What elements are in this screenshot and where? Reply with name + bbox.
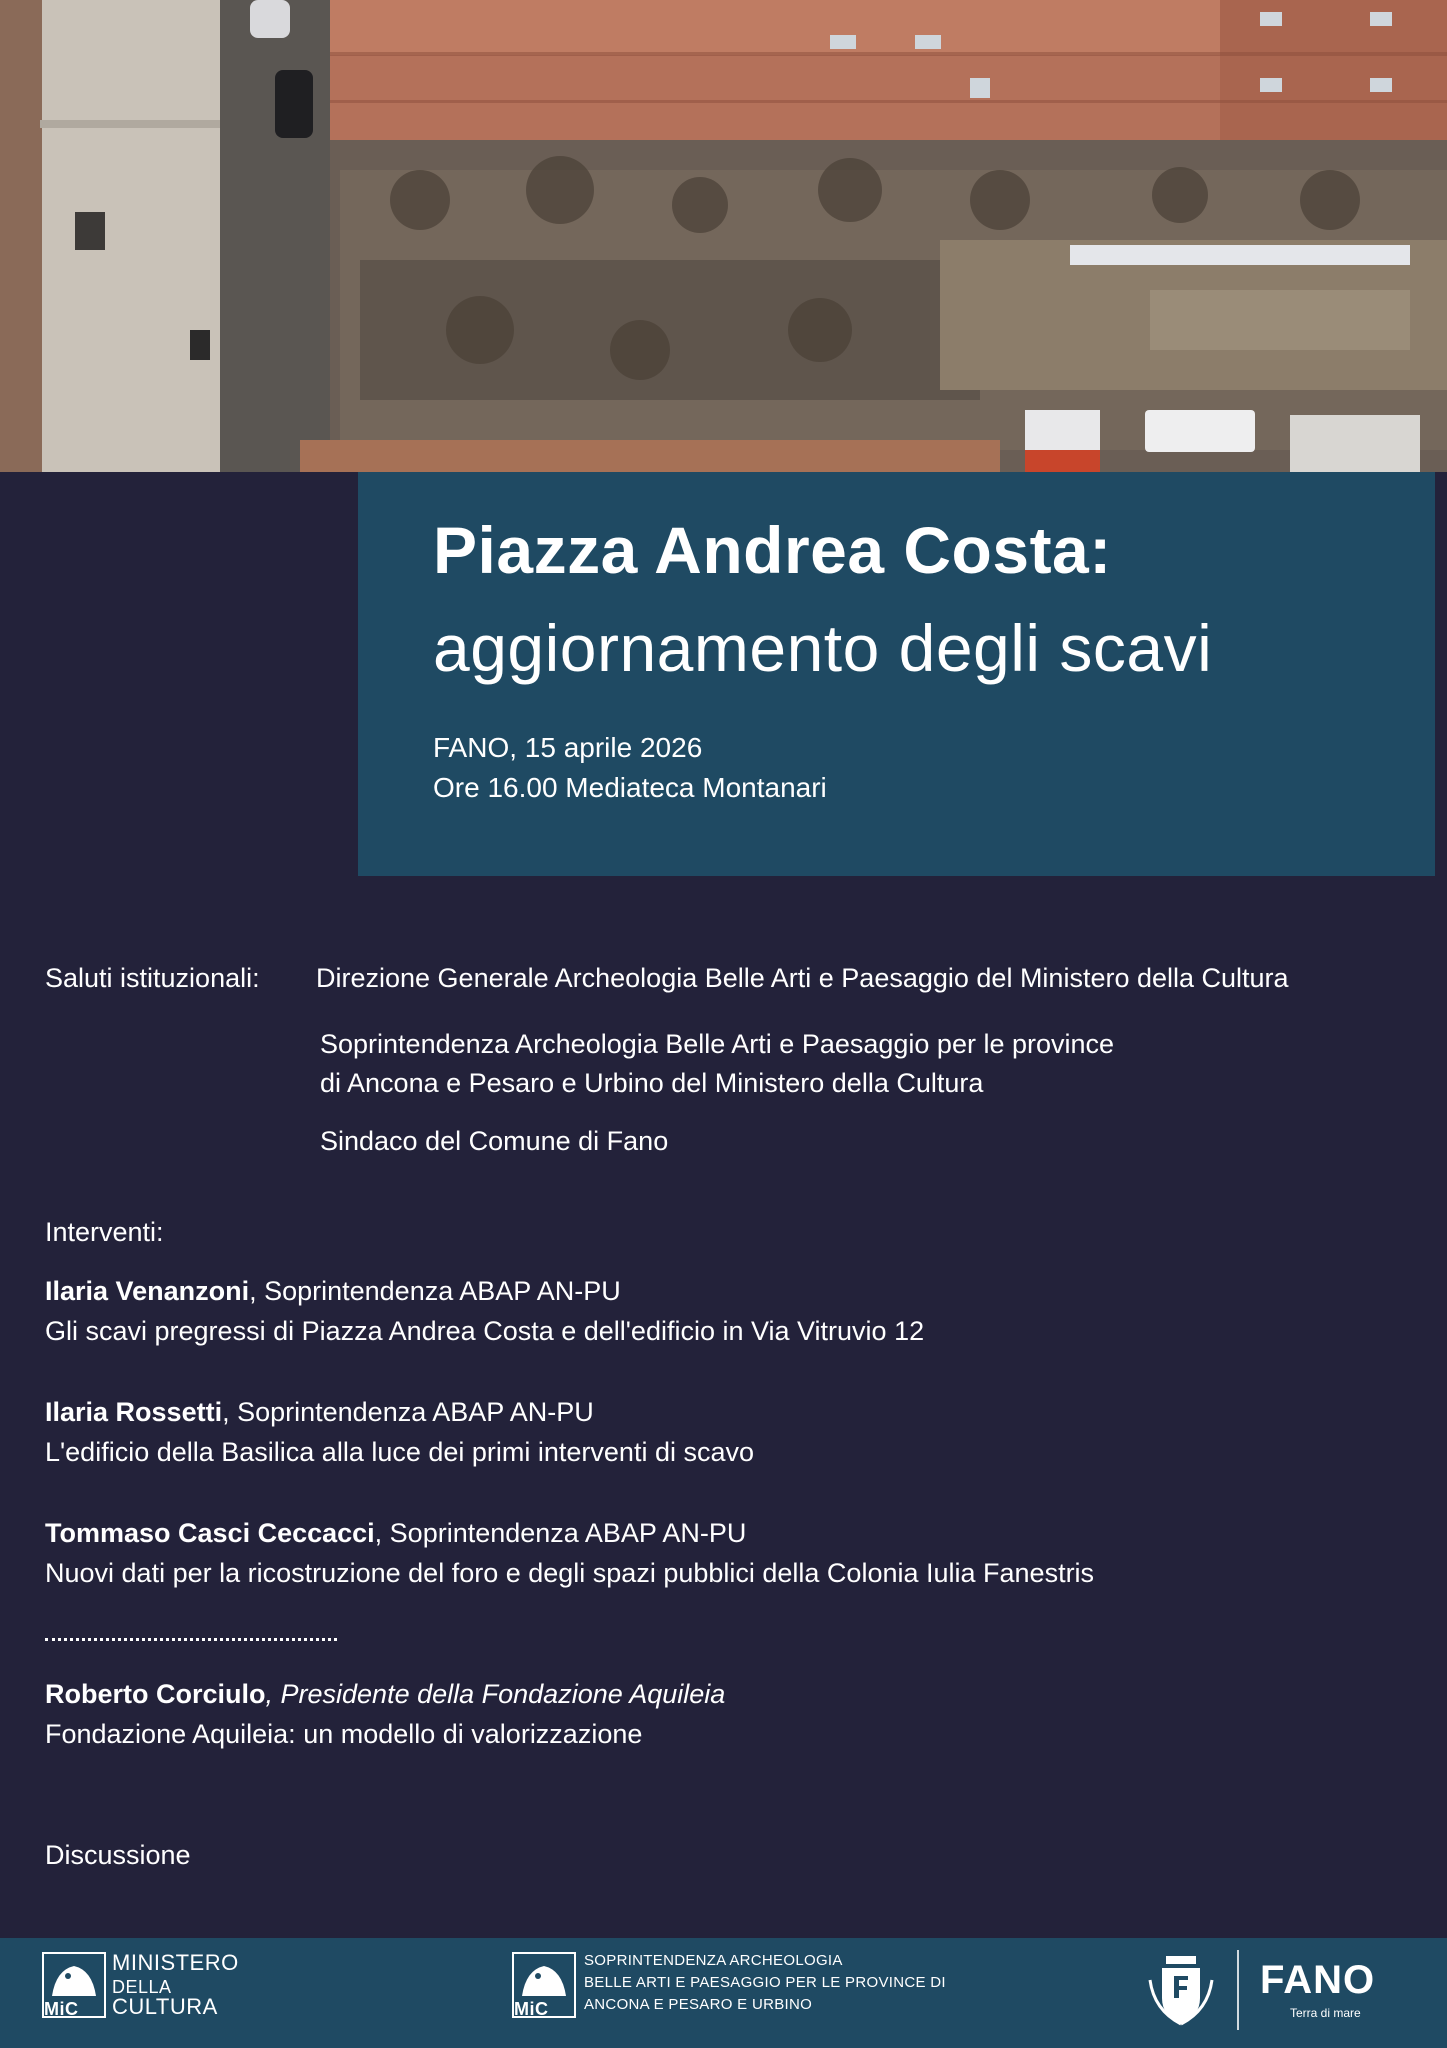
talk-title: L'edificio della Basilica alla luce dei primi interventi di scavo — [45, 1437, 755, 1467]
talk-speaker: Ilaria Venanzoni — [45, 1276, 250, 1306]
talk-speaker: Tommaso Casci Ceccacci — [45, 1518, 375, 1548]
talk-title: Gli scavi pregressi di Piazza Andrea Costa e dell'edificio in Via Vitruvio 12 — [45, 1316, 925, 1346]
talk-affiliation: , Soprintendenza ABAP AN-PU — [222, 1397, 594, 1427]
interventi-label: Interventi: — [45, 1217, 164, 1247]
sop-line-1: SOPRINTENDENZA ARCHEOLOGIA — [584, 1952, 843, 1969]
saluti-label: Saluti istituzionali: — [45, 963, 260, 993]
footer-separator — [1237, 1950, 1239, 2030]
event-subtitle: aggiornamento degli scavi — [433, 611, 1213, 685]
mic-line-1: MINISTERO — [112, 1950, 239, 1975]
discussion-label: Discussione — [45, 1840, 191, 1870]
talk-title: Fondazione Aquileia: un modello di valorizzazione — [45, 1719, 643, 1749]
mic-line-2: DELLA — [112, 1977, 172, 1997]
saluti-item: Direzione Generale Archeologia Belle Arti e Paesaggio del Ministero della Cultura — [316, 963, 1289, 993]
fano-logo-text: FANO — [1260, 1958, 1376, 2002]
talk-speaker-line — [45, 1516, 746, 1551]
aerial-excavation-photo — [0, 0, 1447, 472]
talk-speaker: Roberto Corciulo — [45, 1679, 266, 1709]
saluti-item: Sindaco del Comune di Fano — [320, 1126, 669, 1156]
talk-affiliation: , Presidente della Fondazione Aquileia — [265, 1679, 726, 1709]
fano-tagline: Terra di mare — [1290, 2006, 1361, 2020]
fano-crest-icon — [1144, 1950, 1218, 2028]
talk-speaker-line — [45, 1395, 594, 1430]
saluti-item: di Ancona e Pesaro e Urbino del Ministero della Cultura — [320, 1068, 984, 1098]
event-time-place: Ore 16.00 Mediateca Montanari — [433, 772, 827, 803]
talk-affiliation: , Soprintendenza ABAP AN-PU — [374, 1518, 747, 1548]
title-panel — [358, 472, 1435, 876]
mic-badge: MiC — [44, 1999, 79, 2019]
event-title: Piazza Andrea Costa: — [433, 513, 1112, 587]
sop-line-2: BELLE ARTI E PAESAGGIO PER LE PROVINCE DI — [584, 1974, 946, 1991]
sop-line-3: ANCONA E PESARO E URBINO — [584, 1996, 813, 2013]
talk-speaker-line — [45, 1677, 725, 1712]
sop-badge: MiC — [514, 1999, 549, 2019]
dotted-divider — [45, 1638, 337, 1641]
talk-speaker: Ilaria Rossetti — [45, 1397, 223, 1427]
talk-speaker-line — [45, 1274, 621, 1309]
talk-title: Nuovi dati per la ricostruzione del foro e degli spazi pubblici della Colonia Iulia Fanestris — [45, 1558, 1095, 1588]
mic-line-3: CULTURA — [112, 1994, 218, 2019]
talk-affiliation: , Soprintendenza ABAP AN-PU — [249, 1276, 621, 1306]
footer-logos — [0, 1938, 1447, 2048]
event-date: FANO, 15 aprile 2026 — [433, 732, 703, 763]
saluti-item: Soprintendenza Archeologia Belle Arti e Paesaggio per le province — [320, 1029, 1115, 1059]
